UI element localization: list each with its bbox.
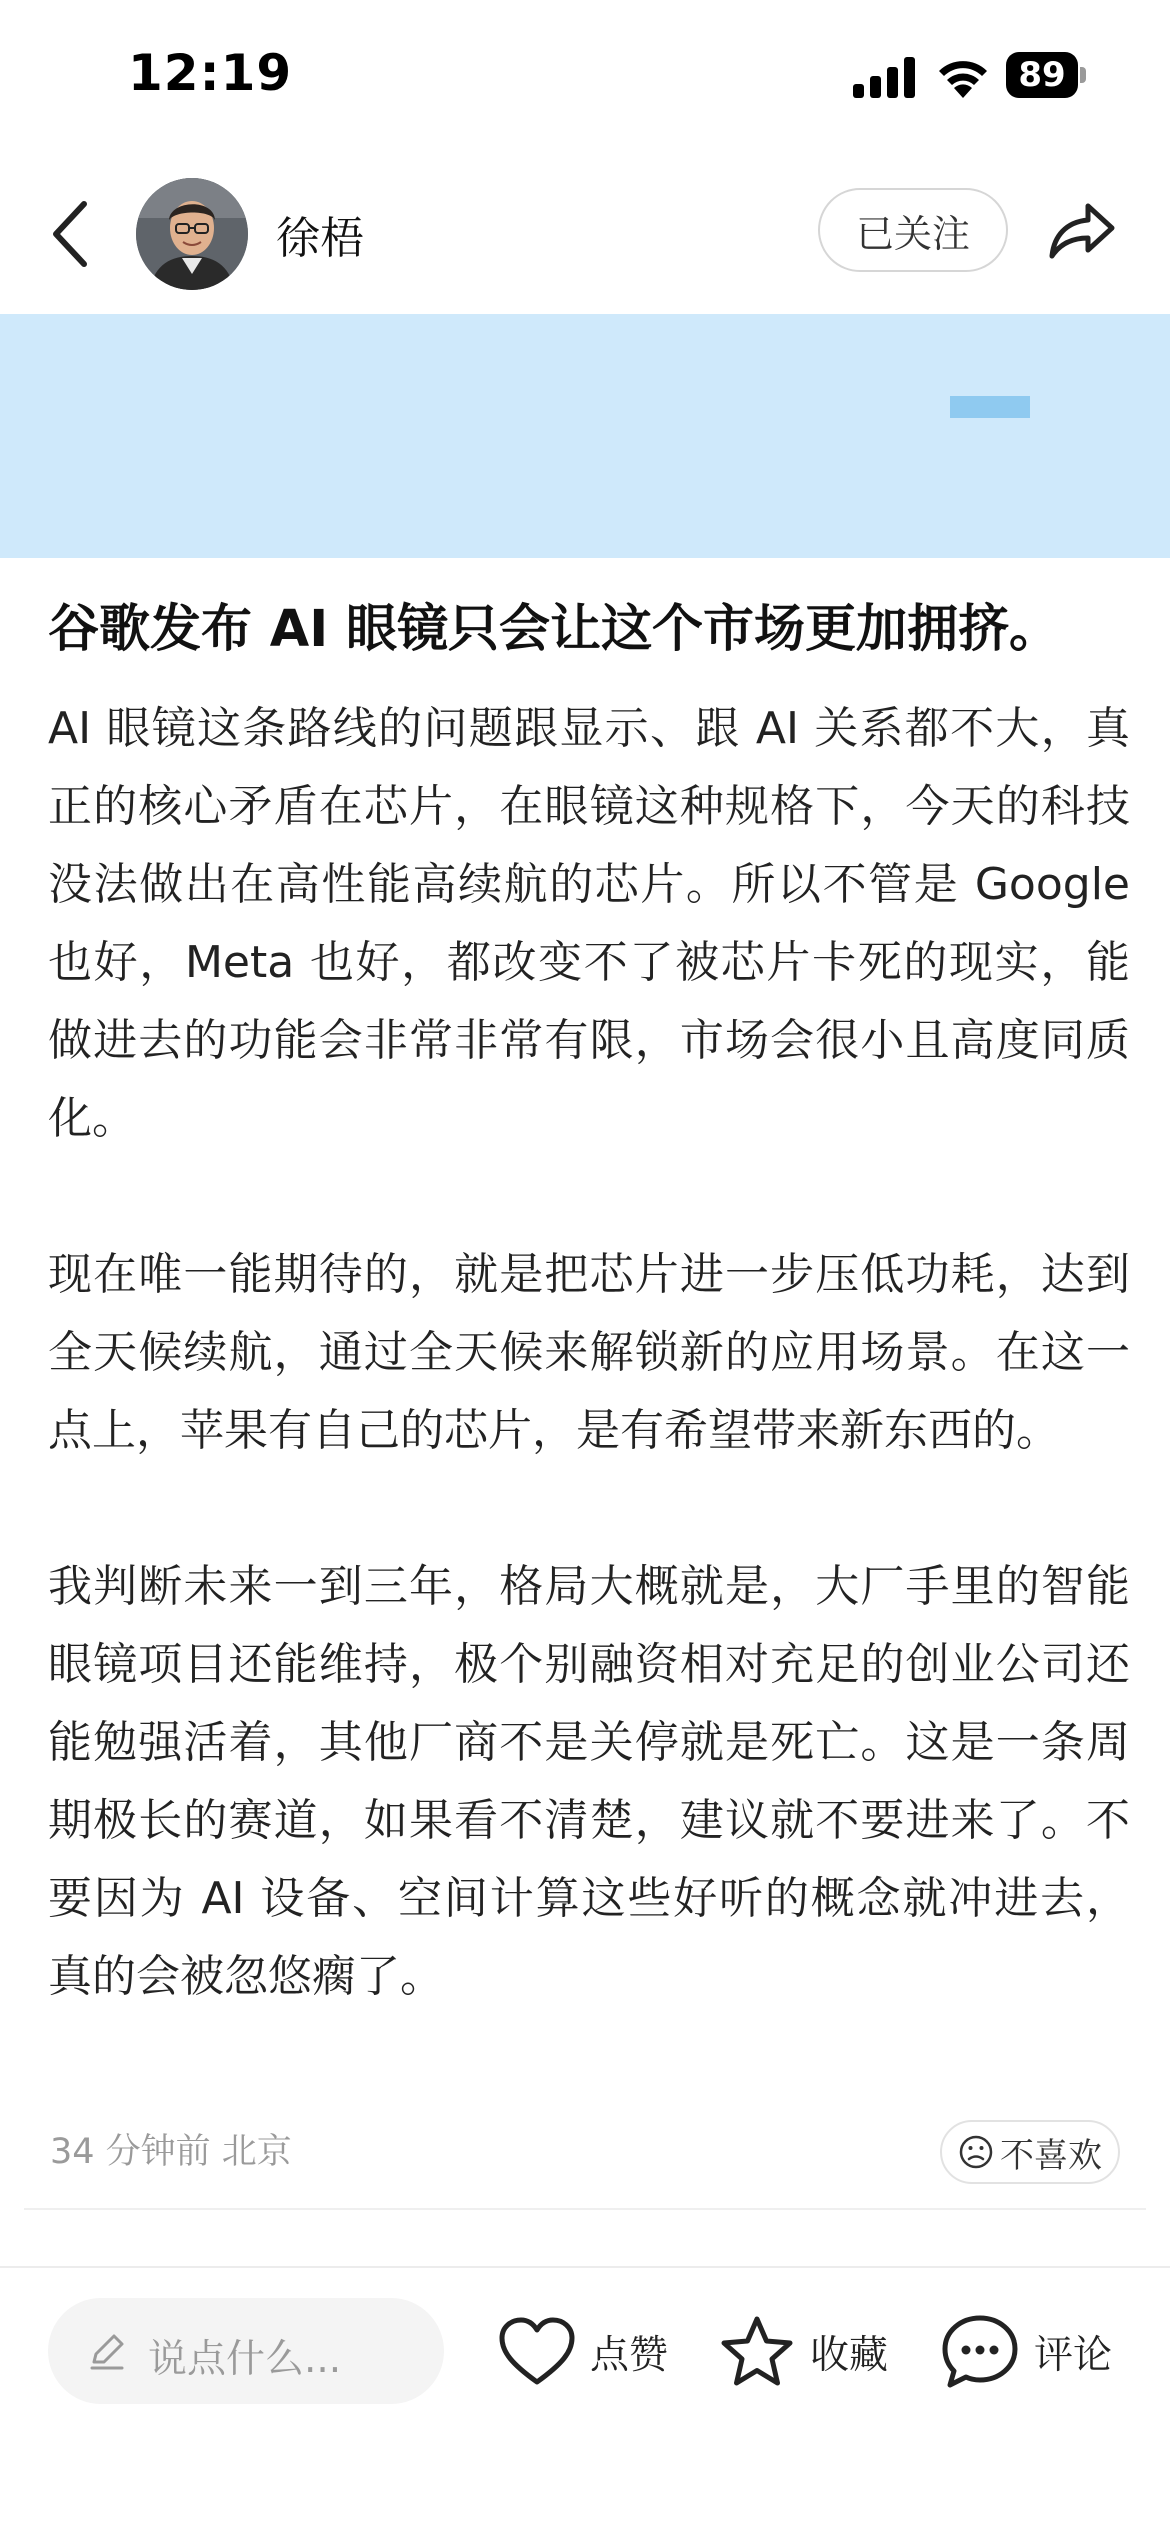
home-indicator-area bbox=[0, 2440, 1170, 2532]
author-name[interactable]: 徐梧 bbox=[276, 213, 364, 264]
frown-face-icon bbox=[958, 2134, 994, 2170]
wifi-icon bbox=[936, 52, 990, 98]
comment-button[interactable] bbox=[940, 2300, 1112, 2404]
divider bbox=[0, 2266, 1170, 2268]
post-paragraph: AI 眼镜这条路线的问题跟显示、跟 AI 关系都不大，真正的核心矛盾在芯片，在眼镜这种规格下，今天的科技没法做出在高性能高续航的芯片。所以不管是 Google 也好，Meta 也好，都改变不了被芯片卡死的现实，能做进去的功能会非常非常有限，市场会很小且高度同质化。 bbox=[48, 703, 1130, 1144]
author-avatar[interactable] bbox=[136, 178, 248, 290]
status-time: 12:19 bbox=[128, 44, 293, 102]
comment-input[interactable] bbox=[48, 2298, 444, 2404]
post-paragraph: 我判断未来一到三年，格局大概就是，大厂手里的智能眼镜项目还能维持，极个别融资相对充足的创业公司还能勉强活着，其他厂商不是关停就是死亡。这是一条周期极长的赛道，如果看不清楚，建议就不要进来了。不要因为 AI 设备、空间计算这些好听的概念就冲进去，真的会被忽悠瘸了。 bbox=[48, 1561, 1130, 2002]
heart-icon bbox=[498, 2316, 576, 2388]
cellular-signal-icon bbox=[853, 56, 915, 98]
battery-icon bbox=[1006, 52, 1086, 98]
dislike-button[interactable] bbox=[940, 2120, 1120, 2184]
like-button[interactable] bbox=[498, 2300, 668, 2404]
comment-bubble-icon bbox=[940, 2313, 1020, 2391]
comment-label: 评论 bbox=[1034, 2333, 1113, 2378]
like-label: 点赞 bbox=[590, 2333, 669, 2378]
post-body bbox=[48, 690, 1130, 2016]
banner-mark bbox=[950, 396, 1030, 418]
favorite-label: 收藏 bbox=[810, 2333, 889, 2378]
avatar-portrait-icon bbox=[136, 178, 248, 290]
post-banner-image[interactable] bbox=[0, 314, 1170, 558]
star-icon bbox=[718, 2314, 796, 2390]
follow-button[interactable]: 已关注 bbox=[818, 188, 1008, 272]
status-bar bbox=[0, 0, 1170, 150]
battery-cap bbox=[1080, 67, 1086, 83]
pen-icon bbox=[84, 2328, 130, 2374]
favorite-button[interactable] bbox=[718, 2300, 888, 2404]
post-title: 谷歌发布 AI 眼镜只会让这个市场更加拥挤。 bbox=[48, 600, 1060, 659]
dislike-label: 不喜欢 bbox=[1000, 2135, 1102, 2176]
post-meta: 34 分钟前 北京 bbox=[50, 2132, 292, 2172]
divider bbox=[24, 2208, 1146, 2210]
comment-placeholder: 说点什么... bbox=[148, 2337, 342, 2382]
post-paragraph: 现在唯一能期待的，就是把芯片进一步压低功耗，达到全天候续航，通过全天候来解锁新的应用场景。在这一点上，苹果有自己的芯片，是有希望带来新东西的。 bbox=[48, 1249, 1130, 1456]
share-icon[interactable] bbox=[1044, 192, 1120, 268]
back-arrow-icon[interactable] bbox=[40, 194, 104, 274]
battery-level: 89 bbox=[1006, 52, 1078, 98]
post-header bbox=[0, 170, 1170, 300]
